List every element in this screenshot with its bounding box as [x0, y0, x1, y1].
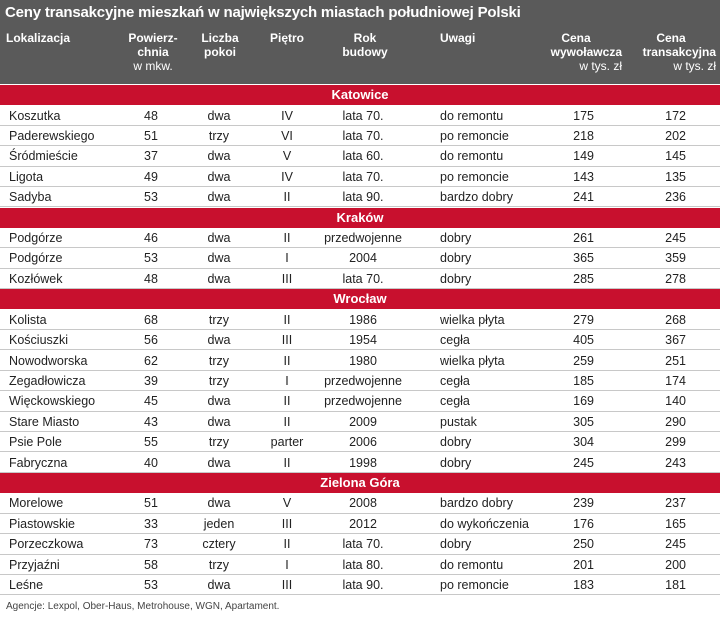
table-cell: 43	[144, 414, 158, 429]
table-cell: 305	[573, 414, 594, 429]
table-cell: dwa	[207, 394, 231, 409]
table-cell: po remoncie	[440, 128, 509, 143]
table-cell: trzy	[208, 128, 230, 143]
city-section-header: Kraków	[0, 208, 720, 228]
table-cell: 2009	[349, 414, 377, 429]
table-cell: lata 90.	[342, 578, 384, 592]
table-cell: trzy	[208, 435, 230, 450]
table-row	[0, 432, 720, 452]
table-cell: 149	[573, 149, 594, 164]
source-note: Agencje: Lexpol, Ober-Haus, Metrohouse, WGN, Apartament.	[6, 601, 280, 612]
table-cell: dobry	[440, 455, 472, 470]
table-cell: 1998	[349, 455, 377, 470]
table-cell: lata 70.	[342, 271, 384, 286]
table-cell: trzy	[208, 557, 230, 572]
table-cell: do wykończenia	[440, 516, 529, 531]
table-cell: dwa	[207, 578, 231, 592]
table-cell: lata 60.	[342, 149, 384, 164]
table-row	[0, 412, 720, 432]
table-cell: cztery	[202, 537, 236, 552]
table-cell: 236	[665, 190, 686, 205]
table-cell: Kolista	[9, 312, 47, 327]
table-cell: 45	[144, 394, 158, 409]
table-cell: 245	[665, 231, 686, 245]
table-cell: dwa	[207, 108, 231, 123]
table-cell: 181	[665, 578, 686, 592]
table-cell: Przyjaźni	[9, 557, 60, 572]
table-cell: bardzo dobry	[440, 190, 513, 205]
table-cell: Podgórze	[9, 231, 63, 245]
table-cell: Leśne	[9, 578, 44, 592]
table-cell: 239	[573, 496, 594, 511]
table-cell: II	[283, 394, 291, 409]
table-row	[0, 351, 720, 371]
table-cell: Morelowe	[9, 496, 64, 511]
table-cell: IV	[281, 108, 293, 123]
table-cell: 46	[144, 231, 158, 245]
table-cell: 53	[144, 251, 158, 266]
table-row	[0, 228, 720, 248]
table-cell: 237	[665, 496, 686, 511]
table-cell: III	[281, 271, 293, 286]
table-cell: Ligota	[9, 169, 44, 184]
table-cell: 51	[144, 128, 158, 143]
table-cell: 250	[573, 537, 594, 552]
table-cell: 245	[573, 455, 594, 470]
table-cell: II	[283, 312, 291, 327]
table-cell: dwa	[207, 190, 231, 205]
table-cell: 145	[665, 149, 686, 164]
table-cell: 299	[665, 435, 686, 450]
table-cell: 1986	[349, 312, 377, 327]
table-cell: V	[282, 496, 292, 511]
table-cell: 33	[144, 516, 158, 531]
table-row	[0, 534, 720, 554]
table-row	[0, 269, 720, 289]
table-cell: III	[281, 333, 293, 348]
table-cell: 37	[144, 149, 158, 164]
table-cell: I	[285, 373, 289, 388]
table-cell: 200	[665, 557, 686, 572]
table-cell: 174	[665, 373, 686, 388]
col-header-rooms: Liczba pokoi	[201, 31, 239, 59]
table-header	[0, 0, 720, 84]
table-cell: Paderewskiego	[9, 128, 95, 143]
table-cell: 243	[665, 455, 686, 470]
table-cell: II	[283, 414, 291, 429]
table-cell: trzy	[208, 312, 230, 327]
table-cell: Piastowskie	[9, 516, 75, 531]
table-row	[0, 575, 720, 595]
table-cell: 259	[573, 353, 594, 368]
table-row	[0, 493, 720, 513]
table-cell: III	[281, 516, 293, 531]
table-cell: 62	[144, 353, 158, 368]
table-cell: 73	[144, 537, 158, 552]
table-cell: 49	[144, 169, 158, 184]
table-cell: 140	[665, 394, 686, 409]
table-cell: wielka płyta	[440, 312, 505, 327]
table-row	[0, 555, 720, 575]
table-cell: 135	[665, 169, 686, 184]
table-cell: po remoncie	[440, 169, 509, 184]
table-cell: 143	[573, 169, 594, 184]
table-row	[0, 167, 720, 187]
table-cell: Nowodworska	[9, 353, 88, 368]
table-row	[0, 126, 720, 146]
table-cell: 183	[573, 578, 594, 592]
table-cell: Koszutka	[9, 108, 61, 123]
table-cell: 201	[573, 557, 594, 572]
table-cell: cegła	[440, 333, 470, 348]
col-header-transaction-price: Cena transakcyjna w tys. zł	[642, 31, 716, 73]
table-cell: 261	[573, 231, 594, 245]
table-cell: II	[283, 190, 291, 205]
table-cell: cegła	[440, 394, 470, 409]
table-cell: I	[285, 251, 289, 266]
table-cell: 58	[144, 557, 158, 572]
table-cell: do remontu	[440, 557, 504, 572]
table-cell: trzy	[208, 373, 230, 388]
col-header-asking-price: Cena wywoławcza w tys. zł	[550, 31, 622, 73]
table-cell: Stare Miasto	[9, 414, 80, 429]
table-row	[0, 371, 720, 391]
table-cell: 1980	[349, 353, 377, 368]
table-cell: dwa	[207, 333, 231, 348]
table-cell: dwa	[207, 149, 231, 164]
table-cell: dwa	[207, 271, 231, 286]
table-cell: 218	[573, 128, 594, 143]
table-cell: 39	[144, 373, 158, 388]
table-cell: dwa	[207, 414, 231, 429]
col-header-floor: Piętro	[269, 31, 304, 45]
table-cell: przedwojenne	[324, 231, 402, 245]
table-cell: VI	[281, 128, 293, 143]
table-cell: 55	[144, 435, 158, 450]
table-cell: 169	[573, 394, 594, 409]
table-cell: bardzo dobry	[440, 496, 513, 511]
table-cell: dobry	[440, 231, 472, 245]
table-cell: Psie Pole	[9, 435, 62, 450]
table-cell: 53	[144, 190, 158, 205]
table-cell: V	[282, 149, 292, 164]
table-row	[0, 248, 720, 268]
table-cell: trzy	[208, 353, 230, 368]
table-cell: lata 80.	[342, 557, 384, 572]
table-cell: 405	[573, 333, 594, 348]
table-cell: Porzeczkowa	[9, 537, 84, 552]
table-cell: 48	[144, 271, 158, 286]
table-cell: lata 70.	[342, 108, 384, 123]
table-row	[0, 146, 720, 166]
table-row	[0, 330, 720, 350]
table-cell: Zegadłowicza	[9, 373, 86, 388]
table-cell: 359	[665, 251, 686, 266]
table-cell: 241	[573, 190, 594, 205]
table-cell: 185	[573, 373, 594, 388]
table-cell: 251	[665, 353, 686, 368]
table-cell: parter	[270, 435, 304, 450]
table-cell: II	[283, 455, 291, 470]
table-cell: 367	[665, 333, 686, 348]
table-row	[0, 106, 720, 126]
table-cell: 245	[665, 537, 686, 552]
table-cell: 165	[665, 516, 686, 531]
table-cell: 2008	[349, 496, 377, 511]
table-cell: jeden	[203, 516, 235, 531]
col-header-notes: Uwagi	[440, 31, 476, 45]
table-title: Ceny transakcyjne mieszkań w największych miastach południowej Polski	[5, 4, 521, 21]
city-section-header: Wrocław	[0, 289, 720, 309]
table-cell: 1954	[349, 333, 377, 348]
col-header-location: Lokalizacja	[6, 31, 71, 45]
table-cell: Fabryczna	[9, 455, 68, 470]
col-header-area: Powierz- chnia w mkw.	[128, 31, 178, 73]
table-cell: 53	[144, 578, 158, 592]
col-header-year: Rok budowy	[342, 31, 388, 59]
table-cell: dwa	[207, 231, 231, 245]
table-cell: 2006	[349, 435, 377, 450]
table-cell: III	[281, 578, 293, 592]
table-cell: dobry	[440, 251, 472, 266]
city-section-header: Zielona Góra	[0, 473, 720, 493]
table-cell: 268	[665, 312, 686, 327]
table-cell: po remoncie	[440, 578, 509, 592]
table-cell: 40	[144, 455, 158, 470]
table-row	[0, 310, 720, 330]
table-cell: cegła	[440, 373, 470, 388]
table-cell: II	[283, 231, 291, 245]
table-row	[0, 514, 720, 534]
table-cell: przedwojenne	[324, 394, 402, 409]
table-cell: Kozłówek	[9, 271, 63, 286]
table-cell: lata 70.	[342, 169, 384, 184]
table-cell: 2012	[349, 516, 377, 531]
table-cell: II	[283, 353, 291, 368]
table-cell: pustak	[440, 414, 477, 429]
table-cell: Sadyba	[9, 190, 52, 205]
city-section-header: Katowice	[0, 85, 720, 105]
table-cell: lata 70.	[342, 128, 384, 143]
table-cell: dobry	[440, 435, 472, 450]
table-cell: dwa	[207, 496, 231, 511]
table-cell: 175	[573, 108, 594, 123]
table-cell: 56	[144, 333, 158, 348]
table-cell: 68	[144, 312, 158, 327]
table-row	[0, 453, 720, 473]
table-cell: do remontu	[440, 149, 504, 164]
table-cell: 176	[573, 516, 594, 531]
table-row	[0, 391, 720, 411]
table-cell: IV	[281, 169, 293, 184]
table-cell: Podgórze	[9, 251, 63, 266]
table-cell: dwa	[207, 455, 231, 470]
table-row	[0, 187, 720, 207]
table-cell: przedwojenne	[324, 373, 402, 388]
table-cell: wielka płyta	[440, 353, 505, 368]
table-cell: 2004	[349, 251, 377, 266]
table-cell: dwa	[207, 251, 231, 266]
table-cell: 51	[144, 496, 158, 511]
table-cell: 278	[665, 271, 686, 286]
table-cell: dobry	[440, 271, 472, 286]
table-cell: Śródmieście	[9, 149, 78, 164]
table-cell: do remontu	[440, 108, 504, 123]
table-cell: dwa	[207, 169, 231, 184]
table-cell: dobry	[440, 537, 472, 552]
table-cell: Kościuszki	[9, 333, 69, 348]
table-cell: 279	[573, 312, 594, 327]
table-cell: 290	[665, 414, 686, 429]
table-cell: Więckowskiego	[9, 394, 96, 409]
table-cell: lata 70.	[342, 537, 384, 552]
table-cell: 48	[144, 108, 158, 123]
table-cell: 285	[573, 271, 594, 286]
table-cell: 304	[573, 435, 594, 450]
table-cell: lata 90.	[342, 190, 384, 205]
table-cell: 172	[665, 108, 686, 123]
table-cell: I	[285, 557, 289, 572]
table-cell: II	[283, 537, 291, 552]
table-cell: 202	[665, 128, 686, 143]
table-cell: 365	[573, 251, 594, 266]
